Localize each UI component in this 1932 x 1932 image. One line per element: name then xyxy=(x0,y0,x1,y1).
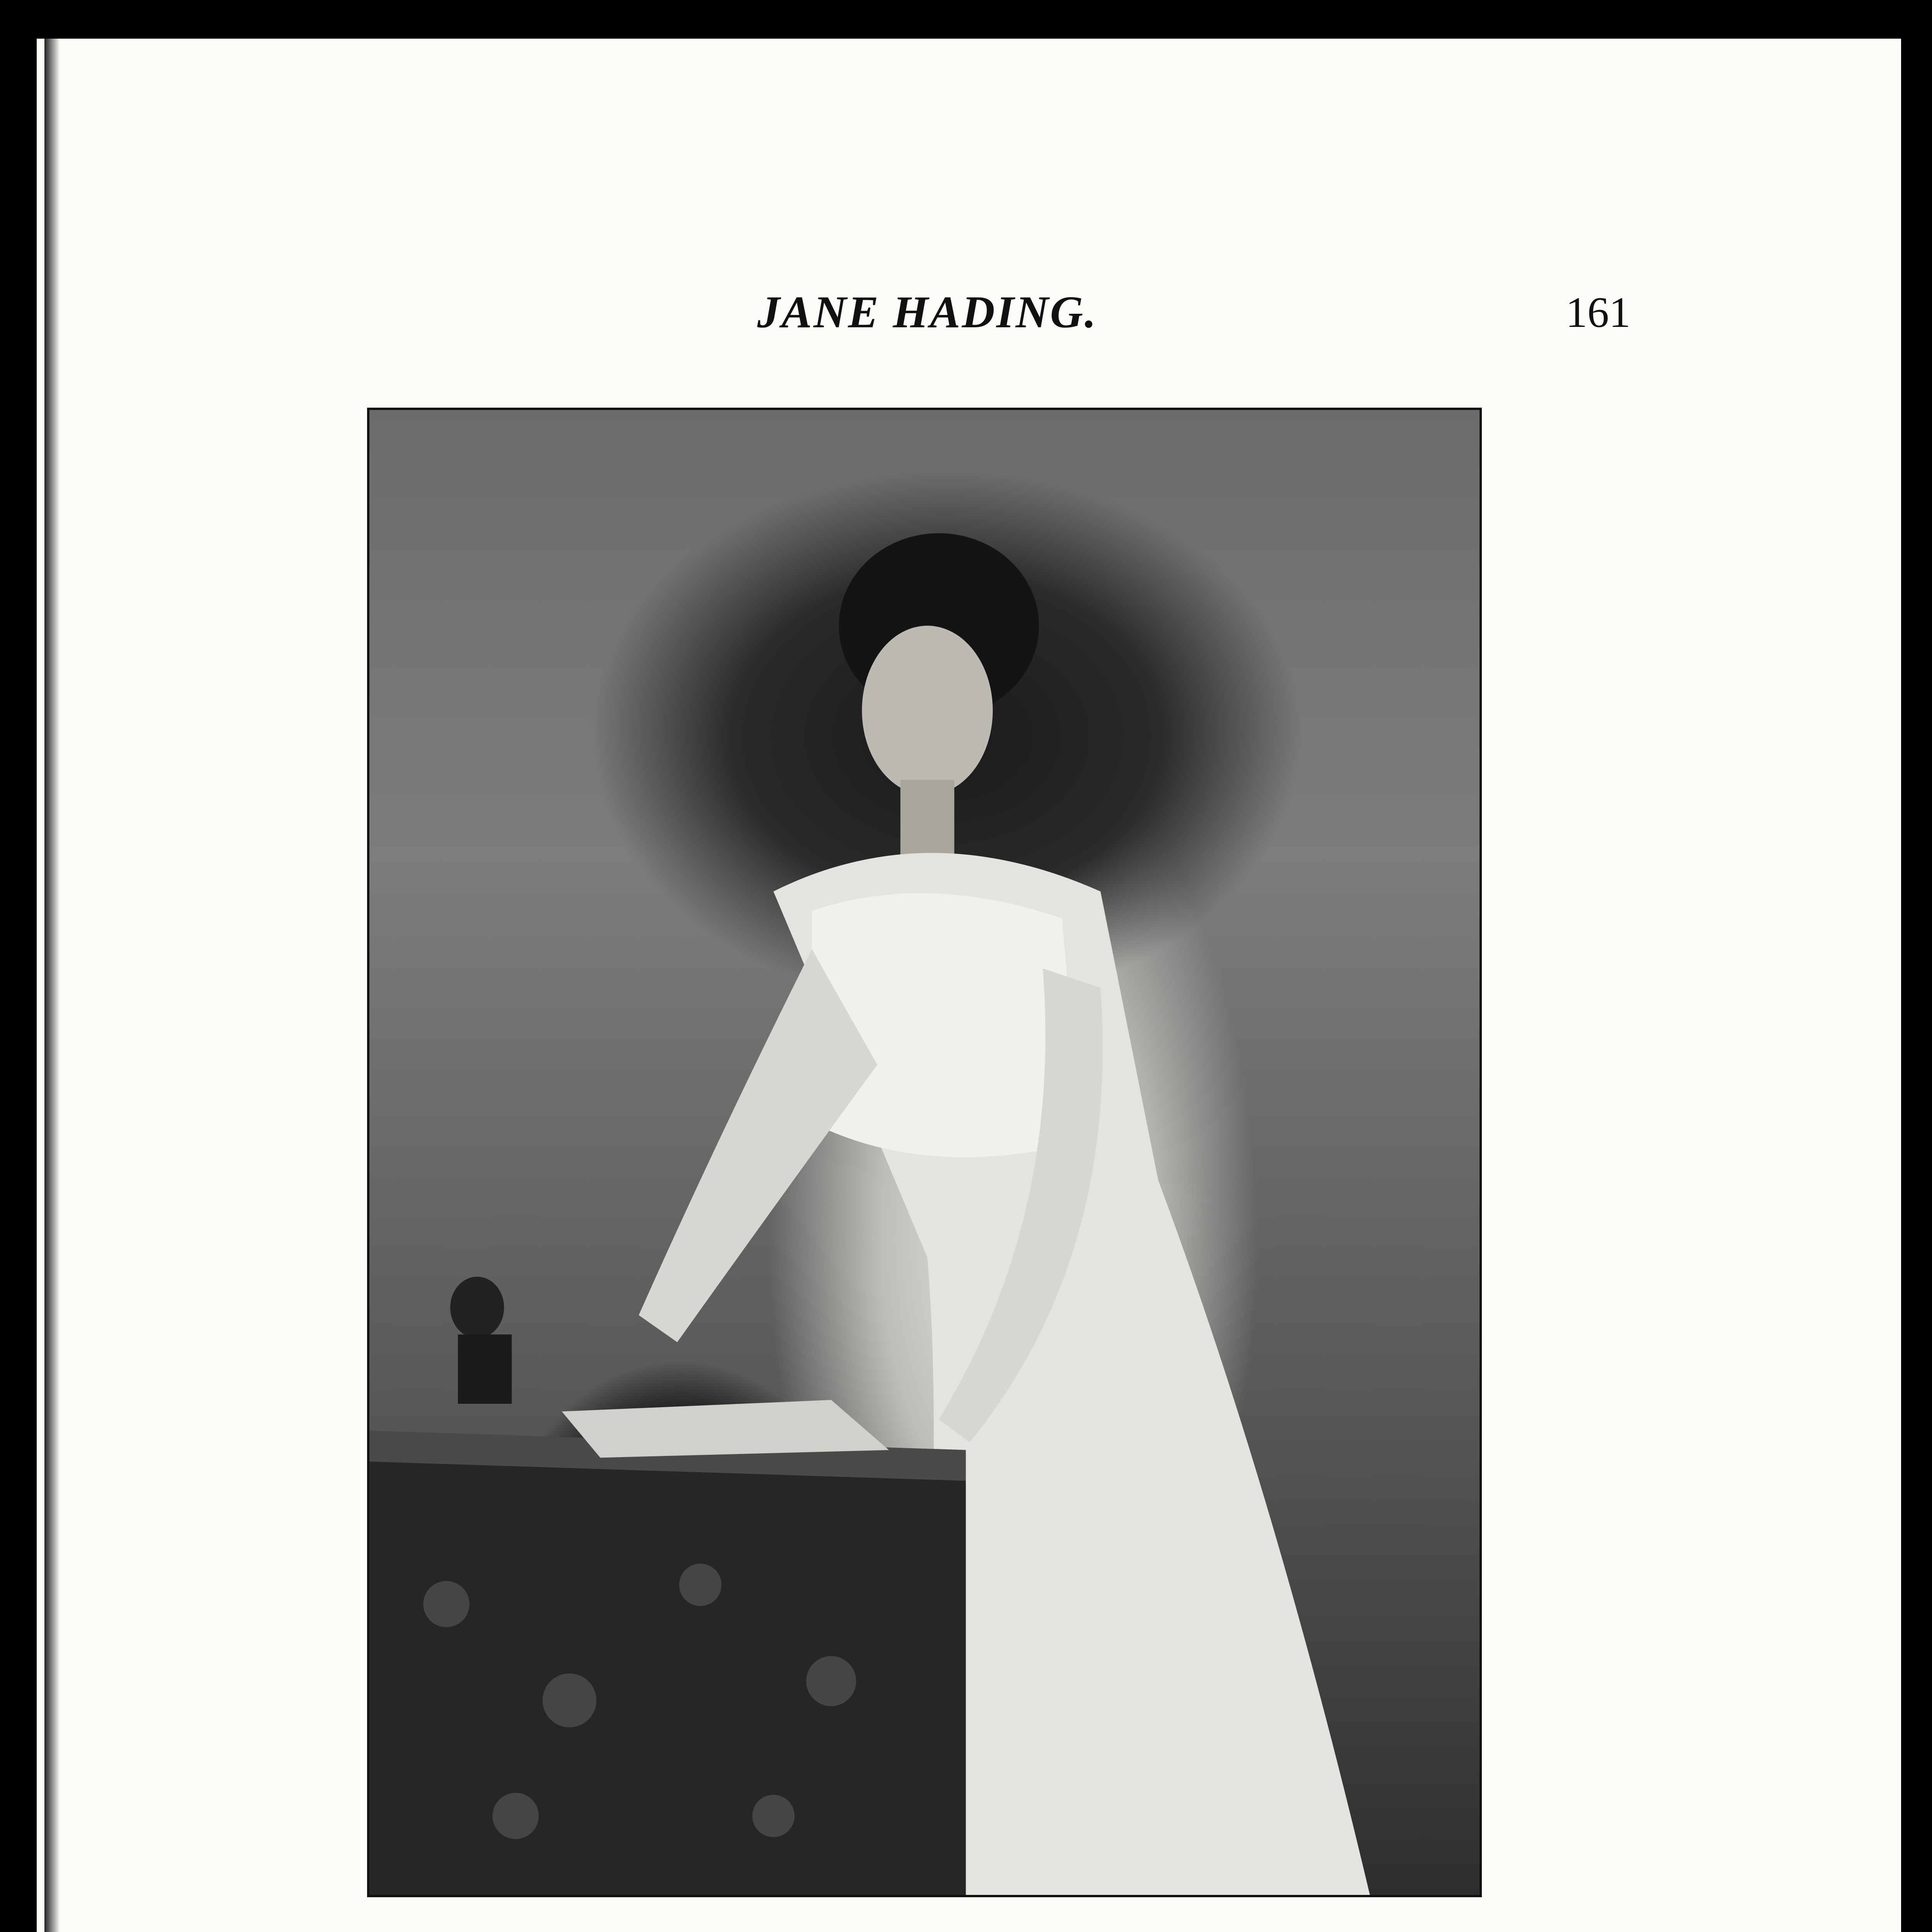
portrait-illustration xyxy=(369,410,1480,1895)
running-header-title: JANE HADING. xyxy=(757,287,1098,337)
page-binding-edge xyxy=(44,39,60,1932)
portrait-photograph xyxy=(367,408,1482,1897)
scan-border xyxy=(1901,0,1932,1932)
page-number: 161 xyxy=(1566,289,1631,337)
